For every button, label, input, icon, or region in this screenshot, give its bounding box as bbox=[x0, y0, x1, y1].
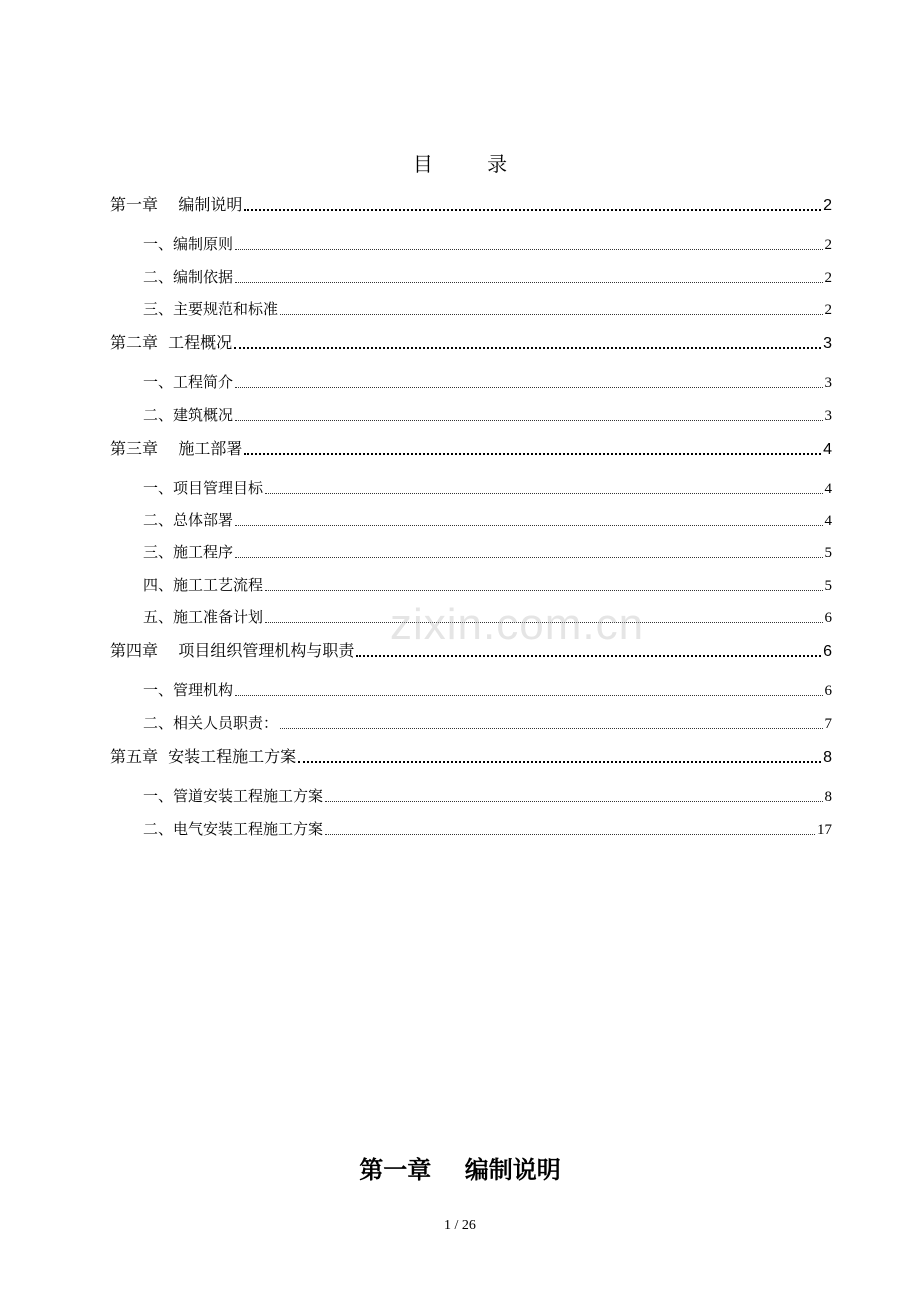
toc-dot-leader bbox=[235, 386, 822, 388]
toc-entry-label: 第四章 项目组织管理机构与职责 bbox=[110, 641, 355, 660]
toc-entry-label: 三、主要规范和标准 bbox=[143, 300, 279, 318]
toc-dot-leader bbox=[265, 621, 822, 623]
toc-dot-leader bbox=[235, 694, 822, 696]
toc-entry-label: 四、施工工艺流程 bbox=[143, 576, 264, 594]
toc-entry-label: 二、建筑概况 bbox=[143, 406, 234, 424]
toc-page-number: 2 bbox=[823, 197, 832, 214]
toc-dot-leader bbox=[244, 208, 821, 211]
toc-chapter-entry[interactable] bbox=[110, 192, 832, 215]
toc-entry-label: 一、项目管理目标 bbox=[143, 479, 264, 497]
toc-section-entry[interactable] bbox=[143, 606, 832, 627]
toc-entry-label: 二、相关人员职责： bbox=[143, 714, 279, 732]
toc-dot-leader bbox=[280, 313, 822, 315]
toc-entry-label: 一、管理机构 bbox=[143, 681, 234, 699]
toc-page-number: 2 bbox=[824, 270, 832, 286]
toc-section-entry[interactable] bbox=[143, 574, 832, 595]
toc-section-entry[interactable] bbox=[143, 233, 832, 254]
toc-entry-label: 一、管道安装工程施工方案 bbox=[143, 787, 324, 805]
toc-page-number: 5 bbox=[824, 578, 832, 594]
toc-dot-leader bbox=[235, 524, 822, 526]
toc-dot-leader bbox=[234, 346, 821, 349]
toc-dot-leader bbox=[235, 248, 822, 250]
toc-entry-label: 第一章 编制说明 bbox=[110, 195, 243, 214]
toc-page-number: 6 bbox=[824, 683, 832, 699]
toc-section-entry[interactable] bbox=[143, 298, 832, 319]
toc-section-entry[interactable] bbox=[143, 818, 832, 839]
toc-section-entry[interactable] bbox=[143, 404, 832, 425]
toc-page-number: 7 bbox=[824, 716, 832, 732]
toc-page-number: 8 bbox=[823, 749, 832, 766]
toc-dot-leader bbox=[325, 833, 815, 835]
toc-page-number: 3 bbox=[823, 335, 832, 352]
toc-section-entry[interactable] bbox=[143, 477, 832, 498]
toc-dot-leader bbox=[265, 492, 822, 494]
page-footer bbox=[0, 1218, 920, 1234]
toc-page-number: 5 bbox=[824, 545, 832, 561]
toc-chapter-entry[interactable] bbox=[110, 330, 832, 353]
toc-page-number: 2 bbox=[824, 302, 832, 318]
toc-page-number: 3 bbox=[824, 408, 832, 424]
toc-dot-leader bbox=[235, 281, 822, 283]
toc-page-number: 3 bbox=[824, 375, 832, 391]
toc-section-entry[interactable] bbox=[143, 679, 832, 700]
toc-page-number: 8 bbox=[824, 789, 832, 805]
toc-page-number: 4 bbox=[824, 513, 832, 529]
toc-entry-label: 第三章 施工部署 bbox=[110, 439, 243, 458]
toc-page-number: 4 bbox=[824, 481, 832, 497]
toc-section-entry[interactable] bbox=[143, 785, 832, 806]
toc-page-number: 6 bbox=[824, 610, 832, 626]
toc-page-number: 4 bbox=[823, 441, 832, 458]
toc-entry-label: 五、施工准备计划 bbox=[143, 608, 264, 626]
toc-entry-label: 二、编制依据 bbox=[143, 268, 234, 286]
toc-chapter-entry[interactable] bbox=[110, 436, 832, 459]
toc-dot-leader bbox=[298, 760, 821, 763]
toc-chapter-entry[interactable] bbox=[110, 638, 832, 661]
toc-title: 目 录 bbox=[412, 152, 532, 176]
toc-dot-leader bbox=[244, 452, 821, 455]
toc-entry-label: 三、施工程序 bbox=[143, 543, 234, 561]
toc-entry-label: 二、总体部署 bbox=[143, 511, 234, 529]
toc-dot-leader bbox=[235, 419, 822, 421]
toc-entry-label: 一、工程简介 bbox=[143, 373, 234, 391]
toc-dot-leader bbox=[356, 654, 821, 657]
toc-section-entry[interactable] bbox=[143, 541, 832, 562]
toc-entry-label: 第五章 安装工程施工方案 bbox=[110, 747, 297, 766]
watermark: zixin.com.cn bbox=[390, 600, 645, 649]
toc-page-number: 17 bbox=[817, 822, 832, 838]
page-indicator: 1 / 26 bbox=[444, 1218, 476, 1233]
toc-section-entry[interactable] bbox=[143, 371, 832, 392]
chapter-heading: 第一章 编制说明 bbox=[359, 1156, 561, 1184]
toc-section-entry[interactable] bbox=[143, 712, 832, 733]
toc-dot-leader bbox=[235, 556, 822, 558]
toc-section-entry[interactable] bbox=[143, 266, 832, 287]
toc-chapter-entry[interactable] bbox=[110, 744, 832, 767]
toc-page-number: 6 bbox=[823, 643, 832, 660]
toc-dot-leader bbox=[265, 589, 822, 591]
toc-entry-label: 一、编制原则 bbox=[143, 235, 234, 253]
toc-entry-label: 二、电气安装工程施工方案 bbox=[143, 820, 324, 838]
toc-dot-leader bbox=[280, 727, 822, 729]
toc-page-number: 2 bbox=[824, 237, 832, 253]
toc-entry-label: 第二章 工程概况 bbox=[110, 333, 233, 352]
toc-dot-leader bbox=[325, 800, 822, 802]
toc-section-entry[interactable] bbox=[143, 509, 832, 530]
